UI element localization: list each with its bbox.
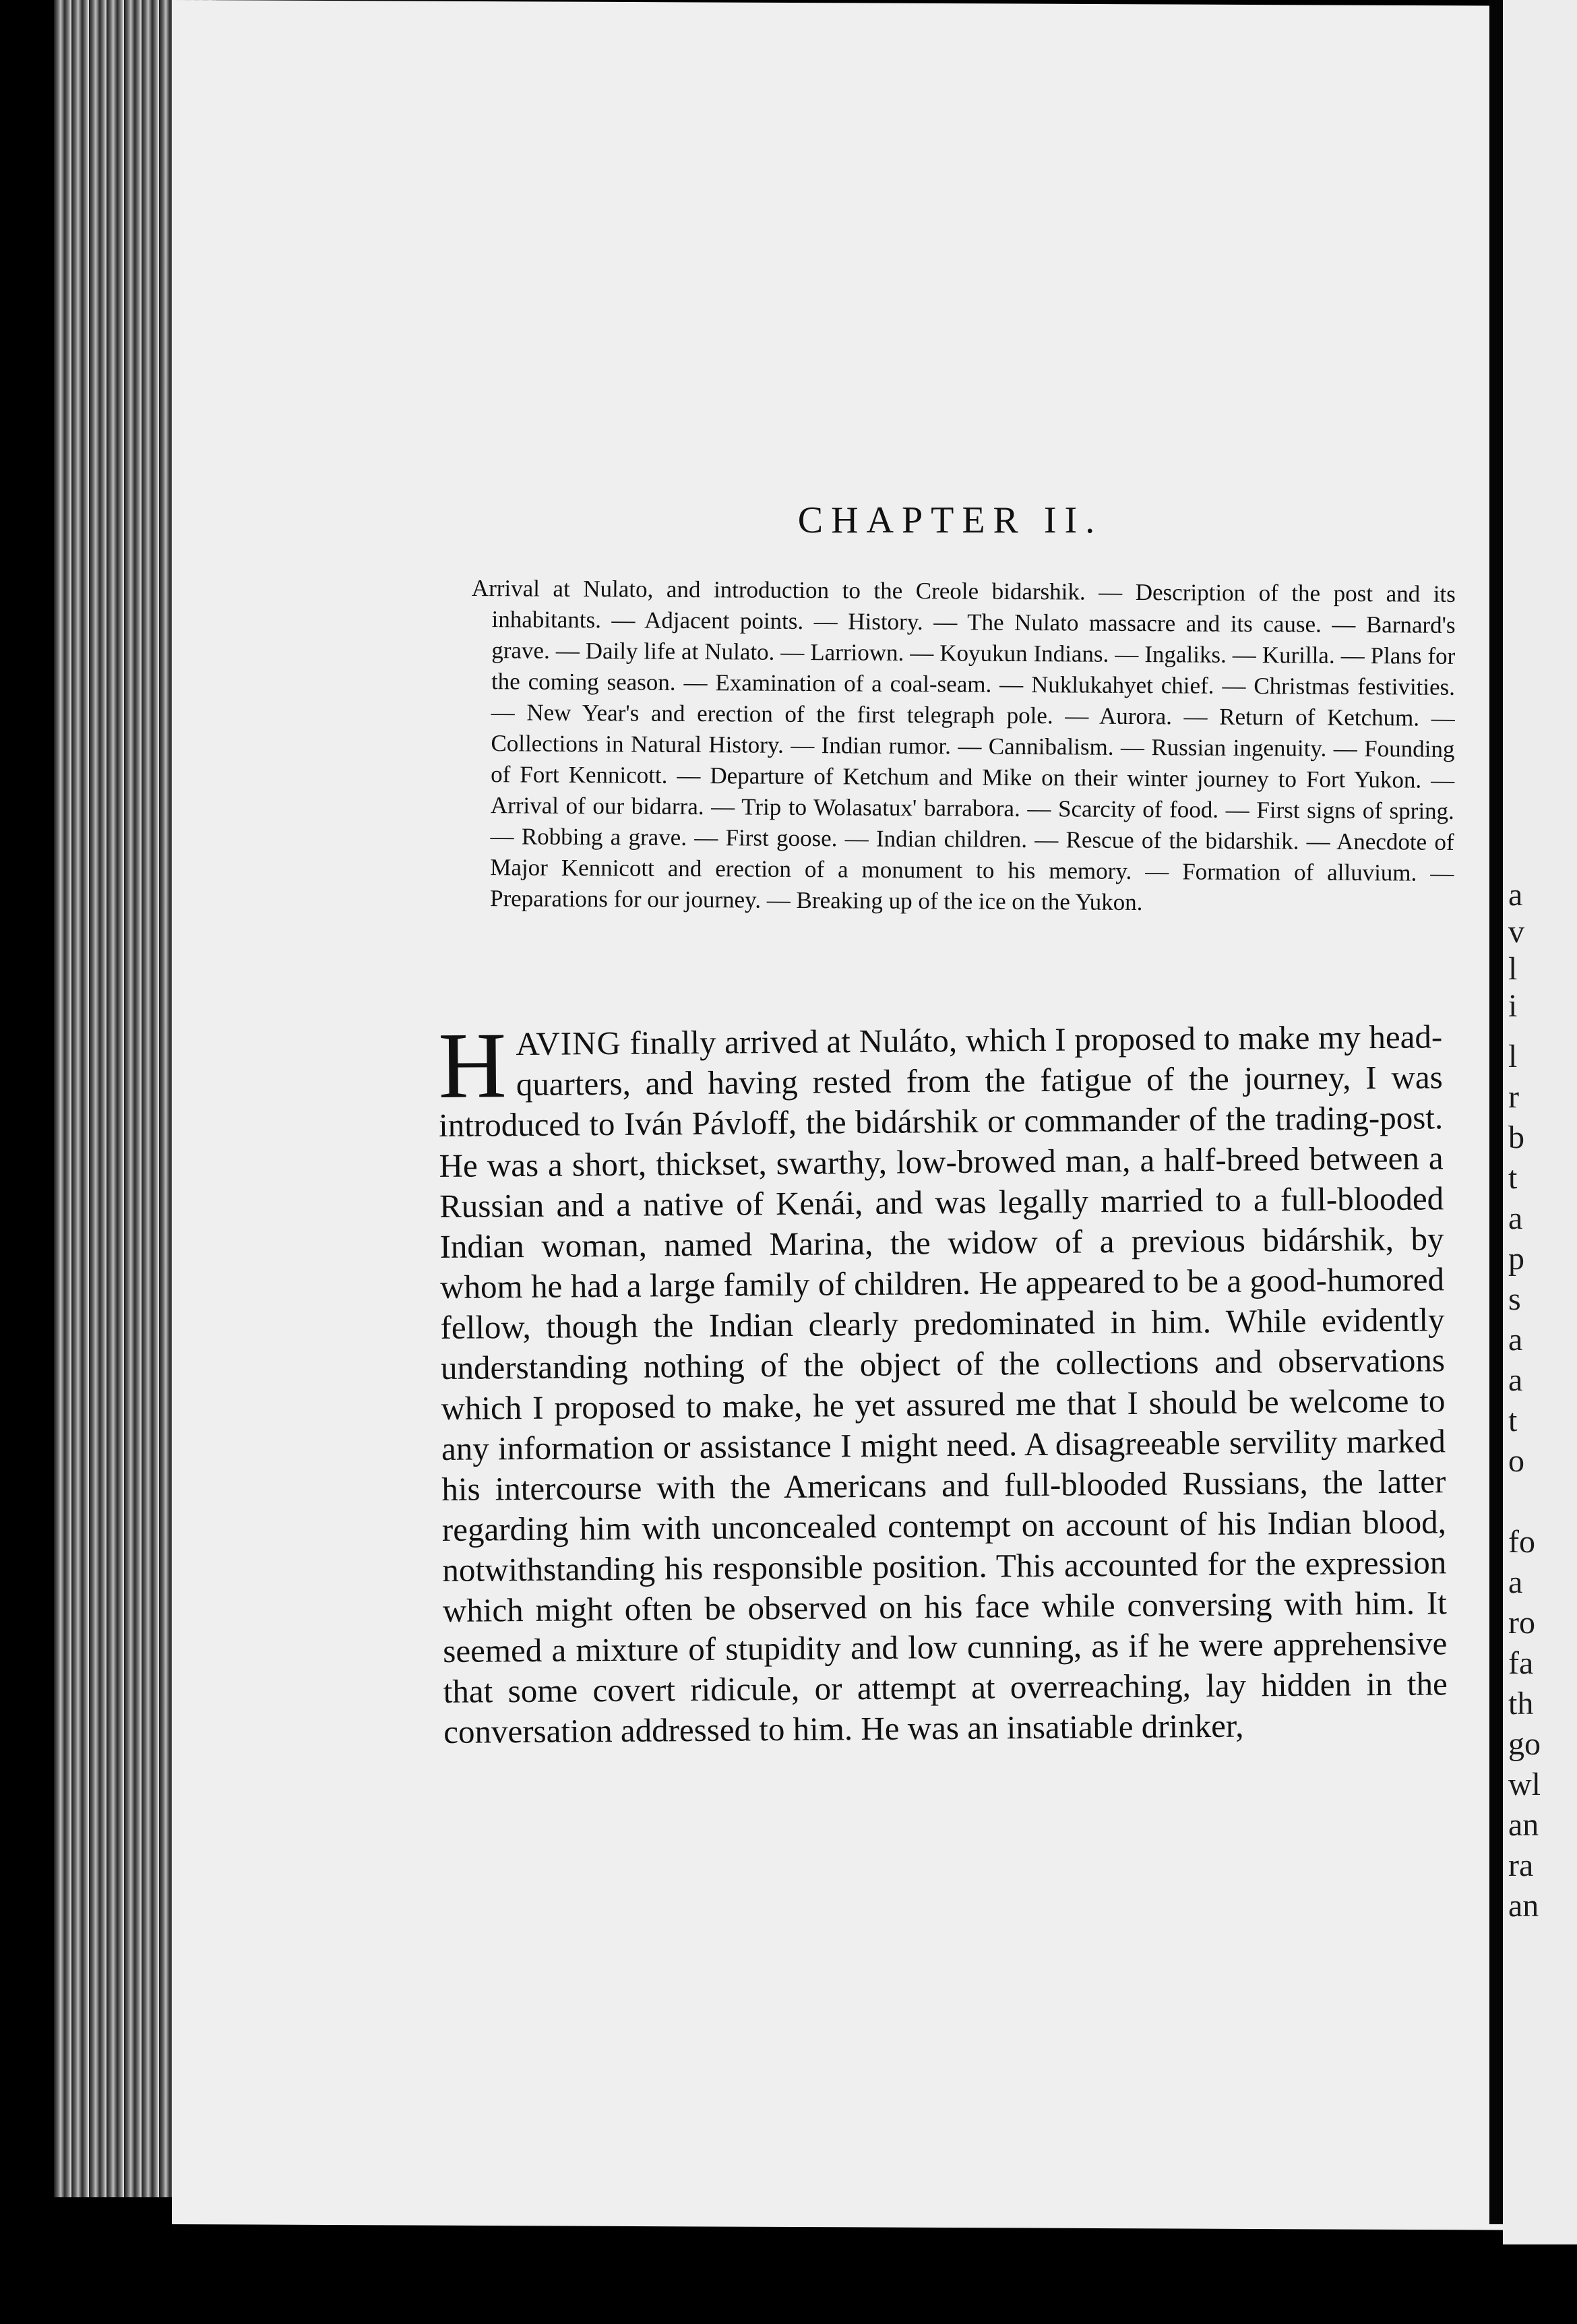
- facing-line: a: [1508, 1322, 1523, 1357]
- facing-line: v: [1508, 914, 1524, 950]
- facing-line: a: [1508, 1200, 1523, 1236]
- facing-line: p: [1508, 1241, 1524, 1277]
- facing-line: a: [1508, 1362, 1523, 1398]
- page-gutter-shadow: [1489, 0, 1503, 2224]
- facing-line: an: [1508, 1888, 1539, 1924]
- facing-line: ro: [1508, 1605, 1535, 1641]
- facing-line: o: [1508, 1443, 1524, 1479]
- body-paragraph: [437, 1013, 1448, 1752]
- facing-line: t: [1508, 1403, 1518, 1438]
- facing-line: b: [1508, 1120, 1524, 1155]
- facing-line: go: [1508, 1726, 1541, 1762]
- chapter-synopsis: [470, 573, 1456, 920]
- drop-cap: H: [437, 1013, 507, 1118]
- facing-line: a: [1508, 1564, 1523, 1600]
- body-paragraph-text: [437, 1013, 1448, 1752]
- facing-line: r: [1508, 1079, 1519, 1115]
- paragraph-text: finally arrived at Nuláto, which I proposed to make my head-quarters, and having rested from the fatigue of the journey, I was introduced to Iván Pávloff, the bidárshik or commander of the trading-post. He was a short, thickset, swarthy, low-browed man, a half-breed between a Russian and a native of Kenái, and was legally married to a full-blooded Indian woman, named Marina, the widow of a previous bidárshik, by whom he had a large family of children. He appeared to be a good-humored fellow, though the Indian clearly predominated in him. While evidently understanding nothing of the object of the collections and observations which I proposed to make, he yet assured me that I should be welcome to any information or assistance I might need. A disagreeable servility marked his intercourse with the Americans and full-blooded Russians, the latter regarding him with unconcealed contempt on account of his Indian blood, notwithstanding his responsible position. This accounted for the expression which might often be observed on his face while conversing with him. It seemed a mixture of stupidity and low cunning, as if he were apprehensive that some covert ridicule, or attempt at overreaching, lay hidden in the conversation addressed to him. He was an insatiable drinker,: [438, 1018, 1448, 1750]
- lead-small-caps: AVING: [516, 1024, 622, 1063]
- facing-line: an: [1508, 1807, 1539, 1843]
- facing-line: a: [1508, 877, 1523, 913]
- synopsis-text: Arrival at Nulato, and introduction to the Creole bidarshik. — Description of the post and its inhabitants. — Adjacent points. — History. — The Nulato massacre and its cause. — Barnard's grave. — Daily life at Nulato. — Larriown. — Koyukun Indians. — Ingaliks. — Kurilla. — Plans for the coming season. — Examination of a coal-seam. — Nuklukahyet chief. — Christmas festivities. — New Year's and erection of the first telegraph pole. — Aurora. — Return of Ketchum. — Collections in Natural History. — Indian rumor. — Cannibalism. — Russian ingenuity. — Founding of Fort Kennicott. — Departure of Ketchum and Mike on their winter journey to Fort Yukon. — Arrival of our bidarra. — Trip to Wolasatux' barrabora. — Scarcity of food. — First signs of spring. — Robbing a grave. — First goose. — Indian children. — Rescue of the bidarshik. — Anecdote of Major Kennicott and erection of a monument to his memory. — Formation of alluvium. — Preparations for our journey. — Breaking up of the ice on the Yukon.: [471, 574, 1456, 916]
- facing-line: t: [1508, 1160, 1518, 1196]
- facing-line: l: [1508, 951, 1518, 987]
- facing-line: th: [1508, 1686, 1534, 1721]
- facing-line: l: [1508, 1039, 1518, 1074]
- facing-line: fa: [1508, 1645, 1534, 1681]
- facing-line: wl: [1508, 1767, 1541, 1802]
- facing-line: i: [1508, 988, 1518, 1024]
- facing-page-fragment: [1503, 0, 1577, 2244]
- facing-line: s: [1508, 1281, 1521, 1317]
- chapter-heading: CHAPTER II.: [797, 499, 1103, 541]
- facing-line: ra: [1508, 1847, 1534, 1883]
- facing-line: fo: [1508, 1524, 1535, 1560]
